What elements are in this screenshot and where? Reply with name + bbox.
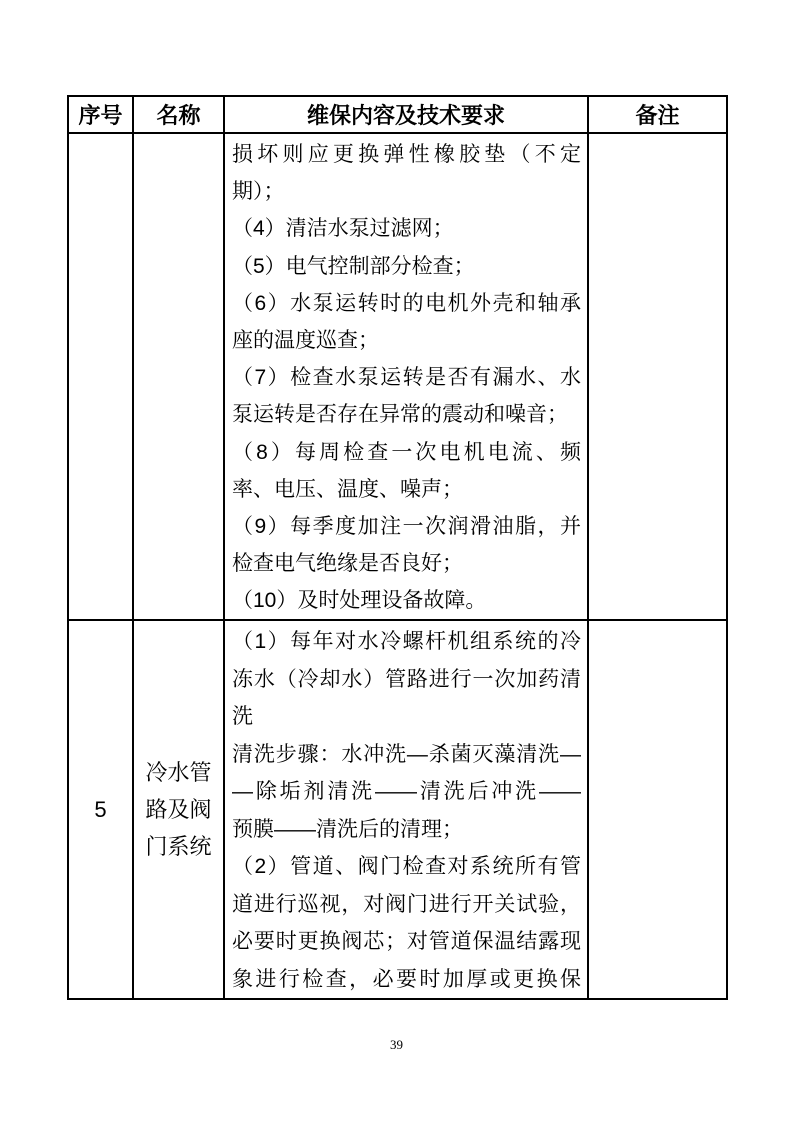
content-line: 洗 <box>232 705 253 729</box>
table-row-continuation <box>68 133 727 620</box>
content-line: 泵运转是否存在异常的震动和噪音； <box>232 403 568 427</box>
name-line: 门系统 <box>145 834 212 860</box>
content-line: 象进行检查，必要时加厚或更换保 <box>232 967 581 991</box>
maintenance-table <box>67 95 728 1000</box>
content-line: 率、电压、温度、噪声； <box>232 477 463 501</box>
remark-cell <box>588 620 727 999</box>
content-line: （4）清洁水泵过滤网； <box>232 217 454 241</box>
header-content: 维保内容及技术要求 <box>224 96 588 133</box>
serial-cell: 5 <box>68 620 133 999</box>
content-line: 清洗步骤：水冲洗—杀菌灭藻清洗— <box>232 742 581 766</box>
content-line: 冻水（冷却水）管路进行一次加药清 <box>232 667 581 691</box>
content-line: （8）每周检查一次电机电流、频 <box>232 440 581 464</box>
content-line: 期）； <box>232 180 285 204</box>
name-cell <box>133 620 224 999</box>
remark-cell <box>588 133 727 620</box>
header-remark: 备注 <box>588 96 727 133</box>
content-line: （2）管道、阀门检查对系统所有管 <box>232 855 581 879</box>
content-line: 损坏则应更换弹性橡胶垫（不定 <box>232 143 581 166</box>
serial-cell <box>68 133 133 620</box>
content-cell <box>224 620 588 999</box>
name-line: 冷水管 <box>145 760 212 786</box>
name-cell <box>133 133 224 620</box>
page-number: 39 <box>390 1037 403 1052</box>
content-line: 预膜——清洗后的清理； <box>232 817 463 841</box>
content-line: 检查电气绝缘是否良好； <box>232 552 463 576</box>
content-line: （9）每季度加注一次润滑油脂，并 <box>232 514 581 538</box>
content-line: 必要时更换阀芯；对管道保温结露现 <box>232 930 581 954</box>
content-line: （7）检查水泵运转是否有漏水、水 <box>232 366 581 390</box>
table-row-item-5 <box>68 620 727 999</box>
content-line: （6）水泵运转时的电机外壳和轴承 <box>232 291 581 315</box>
table-header-row <box>68 96 727 133</box>
content-line: （1）每年对水冷螺杆机组系统的冷 <box>232 630 581 654</box>
header-serial: 序号 <box>68 96 133 133</box>
content-line: —除垢剂清洗——清洗后冲洗—— <box>232 780 581 804</box>
name-line: 路及阀 <box>145 797 212 823</box>
content-line: （10）及时处理设备故障。 <box>232 589 487 613</box>
content-line: （5）电气控制部分检查； <box>232 254 475 278</box>
content-cell <box>224 133 588 620</box>
content-line: 座的温度巡查； <box>232 328 379 352</box>
content-line: 道进行巡视，对阀门进行开关试验， <box>232 892 581 916</box>
header-name: 名称 <box>133 96 224 133</box>
